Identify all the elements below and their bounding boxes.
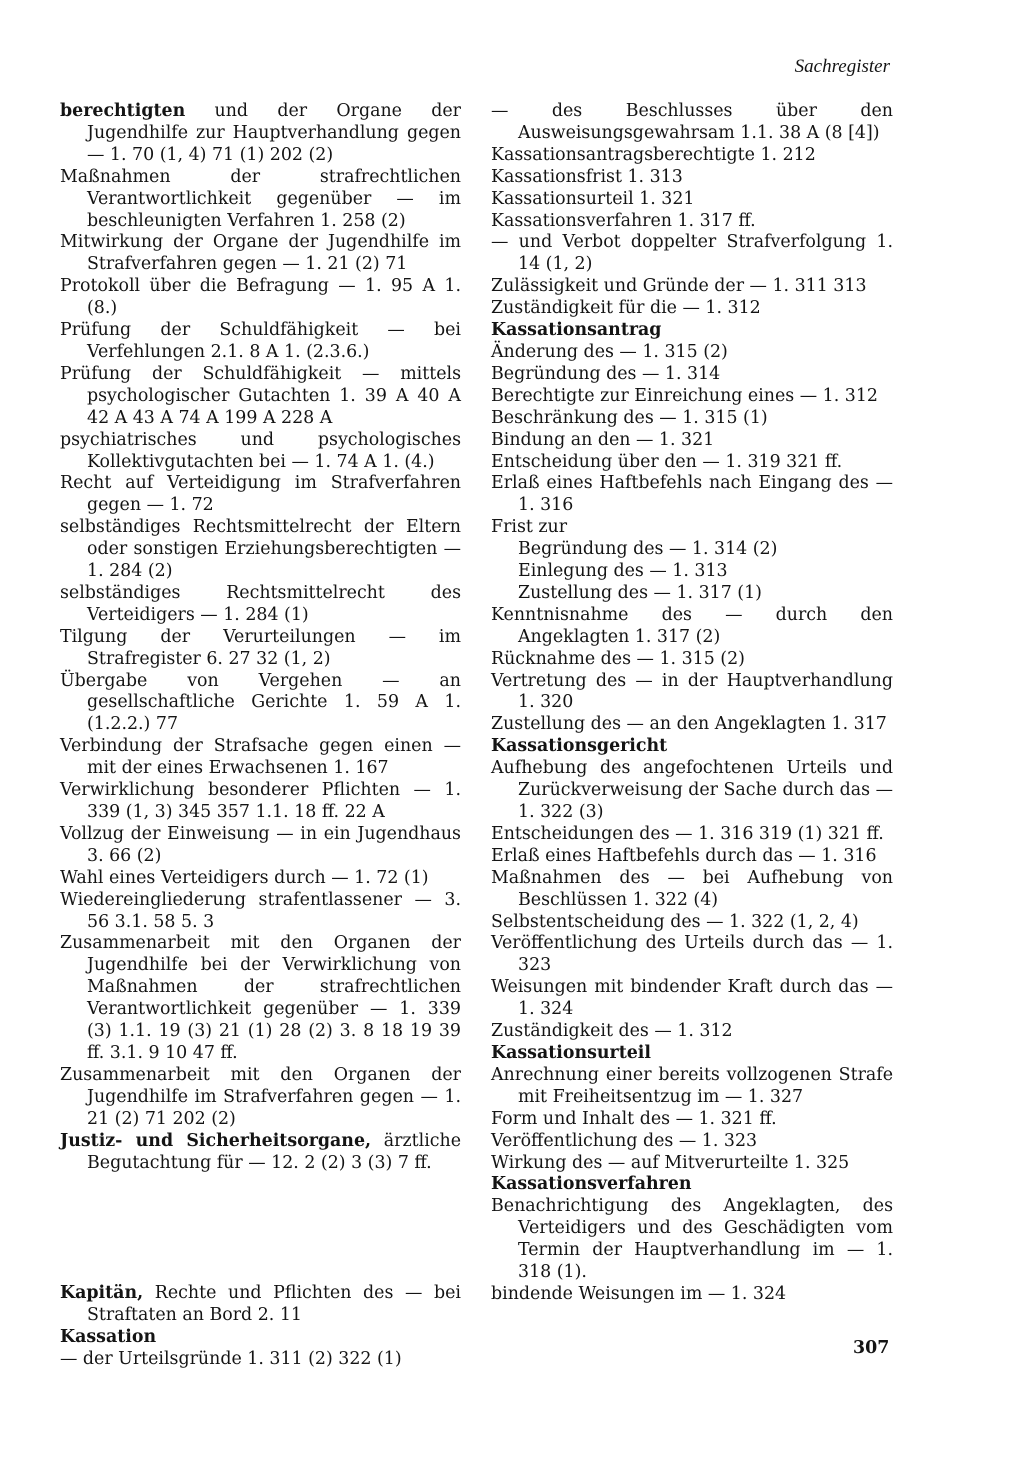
index-entry-text: und der Organe der Jugendhilfe zur Hauptverhandlung gegen — 1. 70 (1, 4) 71 (1) 202 (2) bbox=[87, 101, 461, 165]
index-entry-text: Weisungen mit bindender Kraft durch das — 1. 324 bbox=[491, 977, 893, 1020]
index-entry-text: Prüfung der Schuldfähigkeit — bei Verfehlungen 2.1. 8 A 1. (2.3.6.) bbox=[60, 320, 461, 362]
index-entry-text: Vollzug der Einweisung — in ein Jugendhaus 3. 66 (2) bbox=[60, 823, 461, 866]
index-entry-text: Wiedereingliederung strafentlassener — 3. 56 3.1. 58 5. 3 bbox=[60, 889, 461, 932]
index-headword: Kassationsantrag bbox=[491, 320, 662, 341]
index-entry-text: Übergabe von Vergehen — an gesellschaftliche Gerichte 1. 59 A 1. (1.2.2.) 77 bbox=[60, 670, 461, 735]
index-entry bbox=[491, 671, 893, 715]
index-headword: Kassationsgericht bbox=[491, 736, 668, 757]
index-entry-headword: Kapitän, bbox=[60, 1283, 144, 1304]
index-entry-text: Wirkung des — auf Mitverurteilte 1. 325 bbox=[491, 1152, 850, 1173]
index-entry-text: Veröffentlichung des Urteils durch das — 1. 323 bbox=[491, 933, 893, 976]
index-entry bbox=[60, 1283, 461, 1327]
index-entry-text: Zustellung des — 1. 317 (1) bbox=[518, 582, 762, 603]
index-entry-text: Rücknahme des — 1. 315 (2) bbox=[491, 648, 745, 669]
index-entry-text: Zusammenarbeit mit den Organen der Jugendhilfe im Strafverfahren gegen — 1. 21 (2) 71 202 (2) bbox=[60, 1064, 461, 1129]
index-entry bbox=[60, 517, 461, 583]
index-entry-text: Begründung des — 1. 314 (2) bbox=[518, 539, 778, 560]
index-entry-headword: Justiz- und Sicherheitsorgane, bbox=[60, 1130, 372, 1151]
index-entry-text: Frist zur bbox=[491, 517, 568, 538]
index-entry-text: Mitwirkung der Organe der Jugendhilfe im Strafverfahren gegen — 1. 21 (2) 71 bbox=[60, 232, 461, 275]
index-entry bbox=[60, 933, 461, 1064]
index-entry-text: Benachrichtigung des Angeklagten, des Verteidigers und des Geschädigten vom Termin der Hauptverhandlung im — 1. 318 (1). bbox=[491, 1196, 893, 1283]
index-entry bbox=[60, 824, 461, 868]
index-entry bbox=[491, 342, 893, 364]
index-headword: Kassation bbox=[60, 1327, 157, 1348]
index-entry-headword: berechtigten bbox=[60, 101, 186, 121]
index-entry-text: Recht auf Verteidigung im Strafverfahren gegen — 1. 72 bbox=[60, 473, 461, 516]
index-entry-text: Maßnahmen der strafrechtlichen Verantwortlichkeit gegenüber — im beschleunigten Verfahren 1. 258 (2) bbox=[60, 166, 461, 231]
index-entry-text: Kenntnisnahme des — durch den Angeklagten 1. 317 (2) bbox=[491, 604, 893, 647]
index-entry bbox=[60, 1131, 461, 1175]
page-number: 307 bbox=[853, 1338, 890, 1358]
index-entry-text: bindende Weisungen im — 1. 324 bbox=[491, 1283, 787, 1304]
index-entry-text: Selbstentscheidung des — 1. 322 (1, 2, 4) bbox=[491, 911, 859, 932]
index-entry bbox=[491, 714, 893, 736]
index-entry-text: Anrechnung einer bereits vollzogenen Strafe mit Freiheitsentzug im — 1. 327 bbox=[491, 1064, 893, 1107]
index-entry bbox=[491, 298, 893, 320]
index-entry-text: Zulässigkeit und Gründe der — 1. 311 313 bbox=[491, 276, 867, 297]
index-entry-text: Verwirklichung besonderer Pflichten — 1. 339 (1, 3) 345 357 1.1. 18 ff. 22 A bbox=[60, 780, 461, 822]
index-entry-text: Bindung an den — 1. 321 bbox=[491, 429, 715, 450]
index-entry bbox=[491, 1131, 893, 1153]
index-entry bbox=[491, 1021, 893, 1043]
index-entry-text: Veröffentlichung des — 1. 323 bbox=[491, 1130, 758, 1151]
index-entry bbox=[60, 473, 461, 517]
index-entry bbox=[60, 101, 461, 167]
index-entry bbox=[491, 408, 893, 430]
index-entry-text: Zuständigkeit für die — 1. 312 bbox=[491, 298, 761, 319]
index-headword: Kassationsurteil bbox=[491, 1042, 652, 1063]
index-entry-text: Form und Inhalt des — 1. 321 ff. bbox=[491, 1108, 777, 1129]
index-entry bbox=[491, 649, 893, 671]
index-entry bbox=[491, 189, 893, 211]
index-headword: Kassationsverfahren bbox=[491, 1174, 692, 1195]
index-entry bbox=[491, 1196, 893, 1284]
index-entry-text: ärztliche Begutachtung für — 12. 2 (2) 3 (3) 7 ff. bbox=[87, 1130, 461, 1173]
index-entry bbox=[491, 473, 893, 517]
index-entry bbox=[491, 977, 893, 1021]
index-entry bbox=[491, 846, 893, 868]
index-entry-text: Kassationsurteil 1. 321 bbox=[491, 188, 695, 209]
index-entry bbox=[491, 145, 893, 167]
index-entry-text: Entscheidung über den — 1. 319 321 ff. bbox=[491, 451, 843, 472]
index-entry bbox=[491, 101, 893, 145]
index-entry-text: Maßnahmen des — bei Aufhebung von Beschlüssen 1. 322 (4) bbox=[491, 867, 893, 910]
index-entry bbox=[60, 780, 461, 824]
index-entry bbox=[491, 386, 893, 408]
index-entry bbox=[491, 1153, 893, 1175]
index-entry-text: Erlaß eines Haftbefehls nach Eingang des — 1. 316 bbox=[491, 473, 893, 516]
index-entry bbox=[60, 890, 461, 934]
left-column bbox=[60, 101, 461, 1371]
index-entry-text: Einlegung des — 1. 313 bbox=[518, 561, 728, 582]
right-column bbox=[491, 101, 893, 1306]
index-entry-text: Aufhebung des angefochtenen Urteils und Zurückverweisung der Sache durch das — 1. 322 (3) bbox=[491, 758, 893, 822]
index-entry-text: Kassationsfrist 1. 313 bbox=[491, 166, 683, 187]
index-entry-text: Zuständigkeit des — 1. 312 bbox=[491, 1021, 733, 1042]
index-entry bbox=[491, 167, 893, 189]
index-entry bbox=[60, 364, 461, 430]
index-entry-text: — des Beschlusses über den Ausweisungsgewahrsam 1.1. 38 A (8 [4]) bbox=[491, 101, 893, 143]
index-entry bbox=[60, 320, 461, 364]
index-entry-text: Zustellung des — an den Angeklagten 1. 317 bbox=[491, 714, 887, 735]
index-entry-text: selbständiges Rechtsmittelrecht des Verteidigers — 1. 284 (1) bbox=[60, 582, 461, 625]
index-entry-text: — der Urteilsgründe 1. 311 (2) 322 (1) bbox=[60, 1349, 402, 1370]
index-entry bbox=[60, 868, 461, 890]
index-entry-text: Kassationsverfahren 1. 317 ff. bbox=[491, 210, 756, 231]
index-entry bbox=[491, 517, 893, 539]
index-entry bbox=[60, 1065, 461, 1131]
index-entry bbox=[60, 276, 461, 320]
index-entry-text: Protokoll über die Befragung — 1. 95 A 1. (8.) bbox=[60, 276, 461, 319]
index-entry-text: Rechte und Pflichten des — bei Straftaten an Bord 2. 11 bbox=[87, 1283, 461, 1326]
index-entry-text: Tilgung der Verurteilungen — im Strafregister 6. 27 32 (1, 2) bbox=[60, 626, 461, 669]
index-entry-text: Zusammenarbeit mit den Organen der Jugendhilfe bei der Verwirklichung von Maßnahmen der strafrechtlichen Verantwortlichkeit gegenüber — 1. 339 (3) 1.1. 19 (3) 21 (1) 28 (2) 3. 8 18 19 39 ff. 3.1. 9 10 47 ff. bbox=[60, 933, 461, 1063]
index-entry-text: Erlaß eines Haftbefehls durch das — 1. 316 bbox=[491, 845, 877, 866]
index-entry bbox=[491, 605, 893, 649]
index-entry bbox=[491, 561, 893, 583]
index-entry bbox=[491, 912, 893, 934]
index-entry-text: Kassationsantragsberechtigte 1. 212 bbox=[491, 144, 816, 165]
index-entry-text: Verbindung der Strafsache gegen einen — mit der eines Erwachsenen 1. 167 bbox=[60, 736, 461, 779]
index-entry-text: Entscheidungen des — 1. 316 319 (1) 321 ff. bbox=[491, 823, 884, 844]
index-entry bbox=[60, 583, 461, 627]
index-entry bbox=[60, 1349, 461, 1371]
index-entry bbox=[491, 232, 893, 276]
index-entry bbox=[60, 627, 461, 671]
index-entry-text: Berechtigte zur Einreichung eines — 1. 312 bbox=[491, 385, 878, 406]
index-entry bbox=[491, 1284, 893, 1306]
index-entry bbox=[491, 868, 893, 912]
index-entry-text: Begründung des — 1. 314 bbox=[491, 363, 721, 384]
index-entry bbox=[491, 1065, 893, 1109]
index-entry bbox=[60, 430, 461, 474]
index-entry bbox=[491, 933, 893, 977]
index-entry bbox=[491, 276, 893, 298]
index-entry bbox=[60, 736, 461, 780]
index-entry bbox=[491, 583, 893, 605]
index-entry-text: Wahl eines Verteidigers durch — 1. 72 (1) bbox=[60, 867, 429, 888]
index-entry bbox=[60, 232, 461, 276]
index-entry-text: — und Verbot doppelter Strafverfolgung 1. 14 (1, 2) bbox=[491, 232, 893, 275]
index-entry bbox=[491, 211, 893, 233]
page-header-title: Sachregister bbox=[794, 56, 890, 77]
index-entry-text: psychiatrisches und psychologisches Kollektivgutachten bei — 1. 74 A 1. (4.) bbox=[60, 429, 461, 472]
index-entry bbox=[491, 1109, 893, 1131]
index-entry-text: selbständiges Rechtsmittelrecht der Eltern oder sonstigen Erziehungsberechtigten — 1. 284 (2) bbox=[60, 517, 461, 582]
index-entry bbox=[491, 430, 893, 452]
index-entry bbox=[491, 758, 893, 824]
index-entry bbox=[491, 824, 893, 846]
index-entry bbox=[491, 452, 893, 474]
index-entry bbox=[491, 539, 893, 561]
index-entry-text: Prüfung der Schuldfähigkeit — mittels psychologischer Gutachten 1. 39 A 40 A 42 A 43 A 74 A 199 A 228 A bbox=[60, 363, 461, 428]
index-entry bbox=[60, 671, 461, 737]
index-entry-text: Beschränkung des — 1. 315 (1) bbox=[491, 407, 768, 428]
index-entry-text: Vertretung des — in der Hauptverhandlung 1. 320 bbox=[491, 670, 893, 713]
index-entry-text: Änderung des — 1. 315 (2) bbox=[491, 341, 728, 362]
index-entry bbox=[60, 167, 461, 233]
index-entry bbox=[491, 364, 893, 386]
column-spacer bbox=[60, 1174, 461, 1283]
